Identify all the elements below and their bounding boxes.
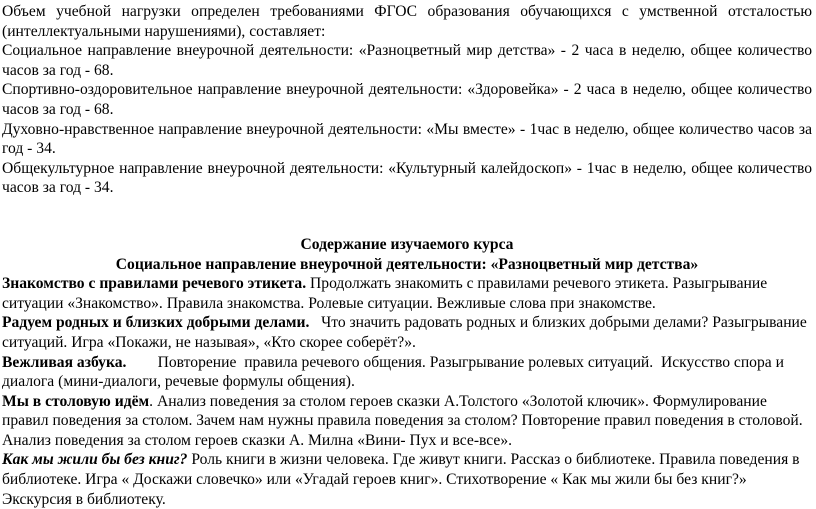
topic-paragraph <box>2 353 812 392</box>
topic-text: Повторение правила речевого общения. Разыгрывание ролевых ситуаций. Искусство спора и диалога (мини-диалоги, речевые формулы общения). <box>2 353 788 391</box>
intro-paragraph-social: Социальное направление внеурочной деятельности: «Разноцветный мир детства» - 2 часа в неделю, общее количество часов за год - 68. <box>2 42 812 79</box>
topic-paragraph <box>2 392 812 451</box>
topic-text: Роль книги в жизни человека. Где живут книги. Рассказ о библиотеке. Правила поведения в библиотеке. Игра « Доскажи словечко» или «Угадай героев книг». Стихотворение « Как мы жили бы без книг?» Экскурсия в библиотеку. <box>2 451 800 508</box>
topic-paragraph <box>2 450 812 509</box>
topic-title <box>2 451 187 468</box>
topic-text: Продолжать знакомить с правилами речевого этикета. Разыгрывание ситуации «Знакомство». Правила знакомства. Ролевые ситуации. Вежливые слова при знакомстве. <box>2 275 768 312</box>
intro-section <box>2 0 812 198</box>
topic-title: Мы в столовую идём <box>2 392 150 410</box>
topic-paragraph <box>2 313 812 352</box>
topic-title: Радуем родных и близких добрыми делами. <box>2 314 310 332</box>
course-content-section <box>2 235 812 509</box>
topic-text: Что значить радовать родных и близких добрыми делами? Разыгрывание ситуаций. Игра «Покажи, не называя», «Кто скорее соберёт?». <box>2 314 811 351</box>
topic-title: Вежливая азбука. <box>2 353 127 371</box>
intro-paragraph-sport: Спортивно-оздоровительное направление внеурочной деятельности: «Здоровейка» - 2 часа в неделю, общее количество часов за год - 68. <box>2 81 812 118</box>
topic-title: Знакомство с правилами речевого этикета. <box>2 275 307 293</box>
intro-paragraph-load: Объем учебной нагрузки определен требованиями ФГОС образования обучающихся с умственной отсталостью (интеллектуальными нарушениями), составляет: <box>2 3 812 40</box>
topic-text: . Анализ поведения за столом героев сказки А.Толстого «Золотой ключик». Формулирование правил поведения за столом. Зачем нам нужны правила поведения за столом? Повторение правил поведения в столовой. Анализ поведения за столом героев сказки А. Милна «Вини- Пух и все-все». <box>2 392 803 449</box>
spacer <box>2 198 812 235</box>
intro-paragraph-cultural: Общекультурное направление внеурочной деятельности: «Культурный калейдоскоп» - 1час в неделю, общее количество часов за год - 34. <box>2 159 812 197</box>
topic-title-italic: Как мы жили бы без книг? <box>2 451 188 469</box>
section-heading: Содержание изучаемого курса <box>300 235 514 253</box>
section-subheading: Социальное направление внеурочной деятельности: «Разноцветный мир детства» <box>115 255 699 273</box>
intro-paragraph-spiritual: Духовно-нравственное направление внеурочной деятельности: «Мы вместе» - 1час в неделю, общее количество часов за год - 34. <box>2 120 812 158</box>
topic-paragraph <box>2 274 812 313</box>
